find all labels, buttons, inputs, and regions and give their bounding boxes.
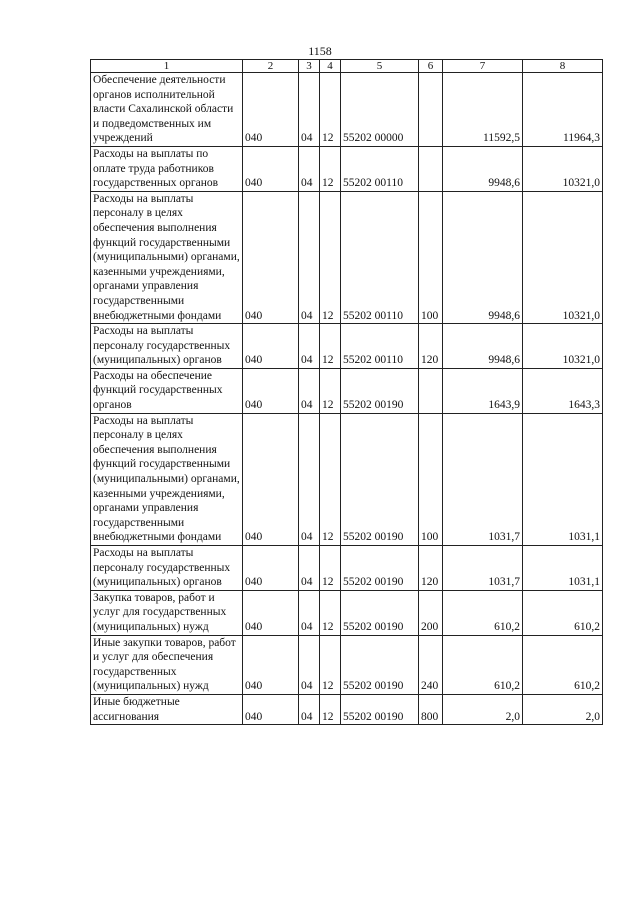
budget-table xyxy=(90,59,603,725)
target-article-cell: 55202 00110 xyxy=(341,324,419,369)
table-row xyxy=(91,324,603,369)
target-article-cell: 55202 00110 xyxy=(341,191,419,323)
section-cell: 04 xyxy=(299,191,320,323)
header-row xyxy=(91,60,603,73)
expense-type-cell: 120 xyxy=(419,324,443,369)
subsection-cell: 12 xyxy=(320,546,341,591)
target-article-cell: 55202 00000 xyxy=(341,73,419,147)
expense-type-cell xyxy=(419,146,443,191)
amount-cell: 1643,3 xyxy=(523,368,603,413)
expense-name: Расходы на выплаты персоналу государственных (муниципальных) органов xyxy=(91,324,243,369)
expense-name: Расходы на выплаты персоналу в целях обеспечения выполнения функций государственными (муниципальными) органами, казенными учреждениями, органами управления государственными внебюджетными фондами xyxy=(91,191,243,323)
expense-type-cell: 100 xyxy=(419,191,443,323)
target-article-cell: 55202 00190 xyxy=(341,635,419,694)
amount-cell: 610,2 xyxy=(523,635,603,694)
amount-cell: 9948,6 xyxy=(443,191,523,323)
amount-cell: 11592,5 xyxy=(443,73,523,147)
expense-name: Расходы на выплаты персоналу государственных (муниципальных) органов xyxy=(91,546,243,591)
amount-cell: 610,2 xyxy=(523,590,603,635)
amount-cell: 2,0 xyxy=(523,694,603,724)
amount-cell: 10321,0 xyxy=(523,146,603,191)
table-row xyxy=(91,546,603,591)
amount-cell: 1031,1 xyxy=(523,413,603,545)
expense-name: Обеспечение деятельности органов исполнительной власти Сахалинской области и подведомственных им учреждений xyxy=(91,73,243,147)
amount-cell: 1643,9 xyxy=(443,368,523,413)
subsection-cell: 12 xyxy=(320,413,341,545)
amount-cell: 2,0 xyxy=(443,694,523,724)
target-article-cell: 55202 00190 xyxy=(341,546,419,591)
section-cell: 04 xyxy=(299,324,320,369)
target-article-cell: 55202 00190 xyxy=(341,590,419,635)
table-row xyxy=(91,694,603,724)
code-cell: 040 xyxy=(243,413,299,545)
subsection-cell: 12 xyxy=(320,590,341,635)
subsection-cell: 12 xyxy=(320,694,341,724)
column-header: 5 xyxy=(341,60,419,73)
code-cell: 040 xyxy=(243,368,299,413)
page-number: 1158 xyxy=(308,44,332,58)
column-header: 7 xyxy=(443,60,523,73)
table-row xyxy=(91,413,603,545)
table-row xyxy=(91,146,603,191)
code-cell: 040 xyxy=(243,635,299,694)
amount-cell: 11964,3 xyxy=(523,73,603,147)
code-cell: 040 xyxy=(243,146,299,191)
code-cell: 040 xyxy=(243,694,299,724)
table-row xyxy=(91,368,603,413)
subsection-cell: 12 xyxy=(320,191,341,323)
column-header: 6 xyxy=(419,60,443,73)
table-row xyxy=(91,590,603,635)
section-cell: 04 xyxy=(299,368,320,413)
expense-type-cell: 800 xyxy=(419,694,443,724)
expense-type-cell: 240 xyxy=(419,635,443,694)
code-cell: 040 xyxy=(243,546,299,591)
amount-cell: 1031,1 xyxy=(523,546,603,591)
section-cell: 04 xyxy=(299,590,320,635)
expense-name: Расходы на обеспечение функций государственных органов xyxy=(91,368,243,413)
column-header: 1 xyxy=(91,60,243,73)
amount-cell: 9948,6 xyxy=(443,146,523,191)
expense-type-cell: 200 xyxy=(419,590,443,635)
code-cell: 040 xyxy=(243,73,299,147)
table-row xyxy=(91,191,603,323)
amount-cell: 10321,0 xyxy=(523,324,603,369)
column-header: 2 xyxy=(243,60,299,73)
expense-type-cell: 120 xyxy=(419,546,443,591)
code-cell: 040 xyxy=(243,324,299,369)
target-article-cell: 55202 00190 xyxy=(341,694,419,724)
column-header: 3 xyxy=(299,60,320,73)
section-cell: 04 xyxy=(299,546,320,591)
amount-cell: 10321,0 xyxy=(523,191,603,323)
target-article-cell: 55202 00190 xyxy=(341,368,419,413)
subsection-cell: 12 xyxy=(320,635,341,694)
amount-cell: 610,2 xyxy=(443,590,523,635)
subsection-cell: 12 xyxy=(320,73,341,147)
amount-cell: 1031,7 xyxy=(443,546,523,591)
subsection-cell: 12 xyxy=(320,324,341,369)
expense-name: Расходы на выплаты персоналу в целях обеспечения выполнения функций государственными (муниципальными) органами, казенными учреждениями, органами управления государственными внебюджетными фондами xyxy=(91,413,243,545)
section-cell: 04 xyxy=(299,413,320,545)
subsection-cell: 12 xyxy=(320,368,341,413)
target-article-cell: 55202 00110 xyxy=(341,146,419,191)
expense-name: Расходы на выплаты по оплате труда работников государственных органов xyxy=(91,146,243,191)
subsection-cell: 12 xyxy=(320,146,341,191)
amount-cell: 1031,7 xyxy=(443,413,523,545)
expense-type-cell xyxy=(419,368,443,413)
expense-type-cell xyxy=(419,73,443,147)
target-article-cell: 55202 00190 xyxy=(341,413,419,545)
section-cell: 04 xyxy=(299,694,320,724)
table-row xyxy=(91,73,603,147)
amount-cell: 9948,6 xyxy=(443,324,523,369)
table-row xyxy=(91,635,603,694)
column-header: 8 xyxy=(523,60,603,73)
expense-type-cell: 100 xyxy=(419,413,443,545)
section-cell: 04 xyxy=(299,146,320,191)
code-cell: 040 xyxy=(243,191,299,323)
expense-name: Закупка товаров, работ и услуг для государственных (муниципальных) нужд xyxy=(91,590,243,635)
section-cell: 04 xyxy=(299,635,320,694)
expense-name: Иные бюджетные ассигнования xyxy=(91,694,243,724)
section-cell: 04 xyxy=(299,73,320,147)
expense-name: Иные закупки товаров, работ и услуг для обеспечения государственных (муниципальных) нужд xyxy=(91,635,243,694)
amount-cell: 610,2 xyxy=(443,635,523,694)
code-cell: 040 xyxy=(243,590,299,635)
column-header: 4 xyxy=(320,60,341,73)
